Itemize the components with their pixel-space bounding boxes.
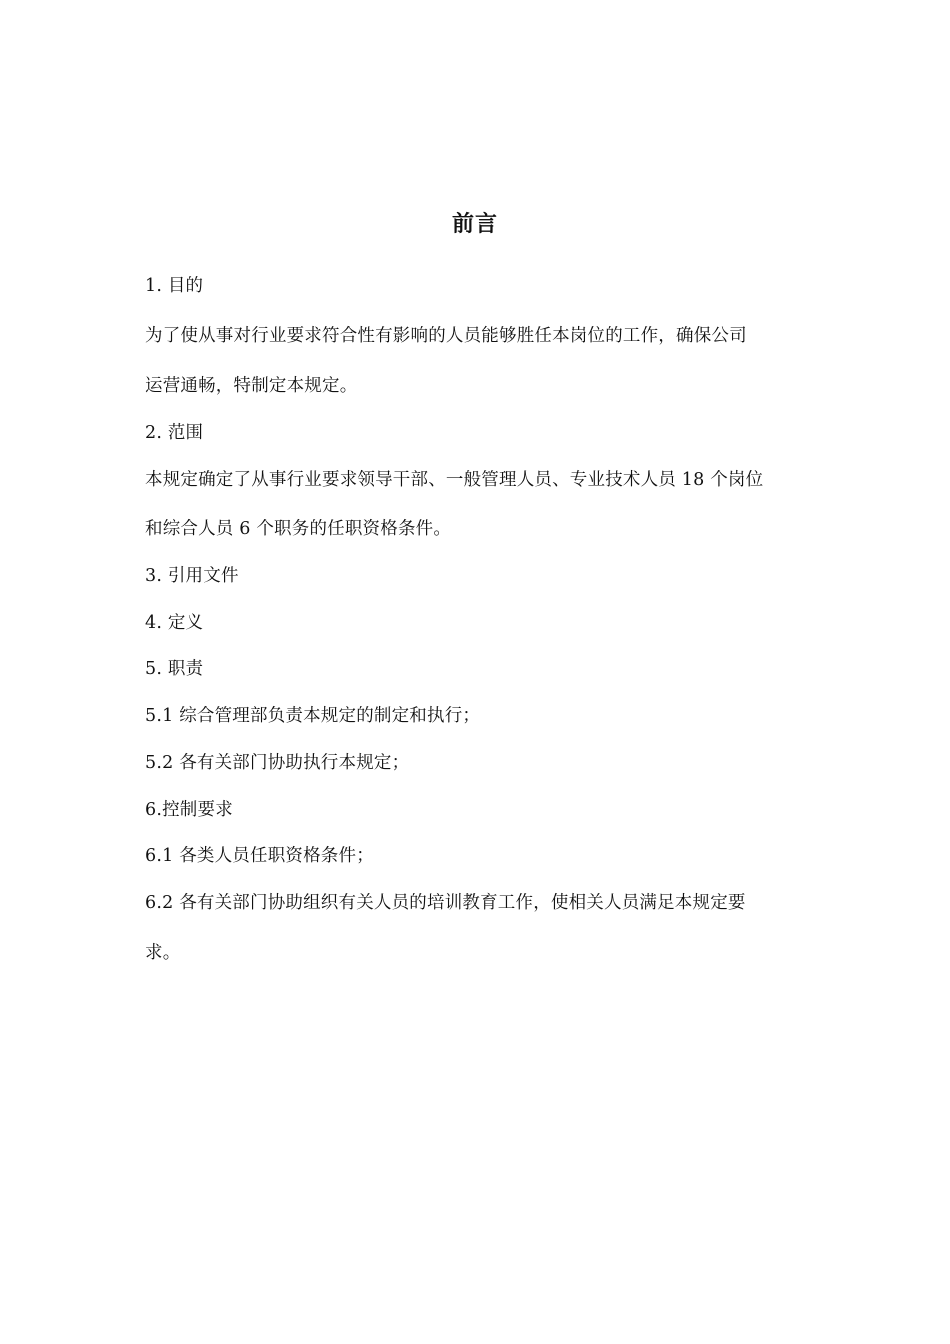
section-heading-purpose: 1. 目的 bbox=[145, 276, 204, 296]
responsibility-item-5-1: 5.1 综合管理部负责本规定的制定和执行； bbox=[145, 706, 481, 726]
scope-text-line-2: 和综合人员 6 个职务的任职资格条件。 bbox=[145, 519, 452, 539]
section-heading-definitions: 4. 定义 bbox=[145, 613, 204, 633]
control-item-6-2-line-1: 6.2 各有关部门协助组织有关人员的培训教育工作，使相关人员满足本规定要 bbox=[145, 893, 746, 913]
scope-text-line-1: 本规定确定了从事行业要求领导干部、一般管理人员、专业技术人员 18 个岗位 bbox=[145, 470, 764, 490]
section-heading-references: 3. 引用文件 bbox=[145, 566, 239, 586]
page-title: 前言 bbox=[451, 212, 498, 237]
responsibility-item-5-2: 5.2 各有关部门协助执行本规定； bbox=[145, 753, 410, 773]
section-heading-control-requirements: 6.控制要求 bbox=[145, 800, 233, 820]
control-item-6-2-line-2: 求。 bbox=[145, 943, 181, 963]
control-item-6-1: 6.1 各类人员任职资格条件； bbox=[145, 846, 374, 866]
section-heading-responsibilities: 5. 职责 bbox=[145, 659, 204, 679]
purpose-text-line-1: 为了使从事对行业要求符合性有影响的人员能够胜任本岗位的工作，确保公司 bbox=[145, 326, 747, 346]
section-heading-scope: 2. 范围 bbox=[145, 423, 204, 443]
purpose-text-line-2: 运营通畅，特制定本规定。 bbox=[145, 376, 358, 396]
